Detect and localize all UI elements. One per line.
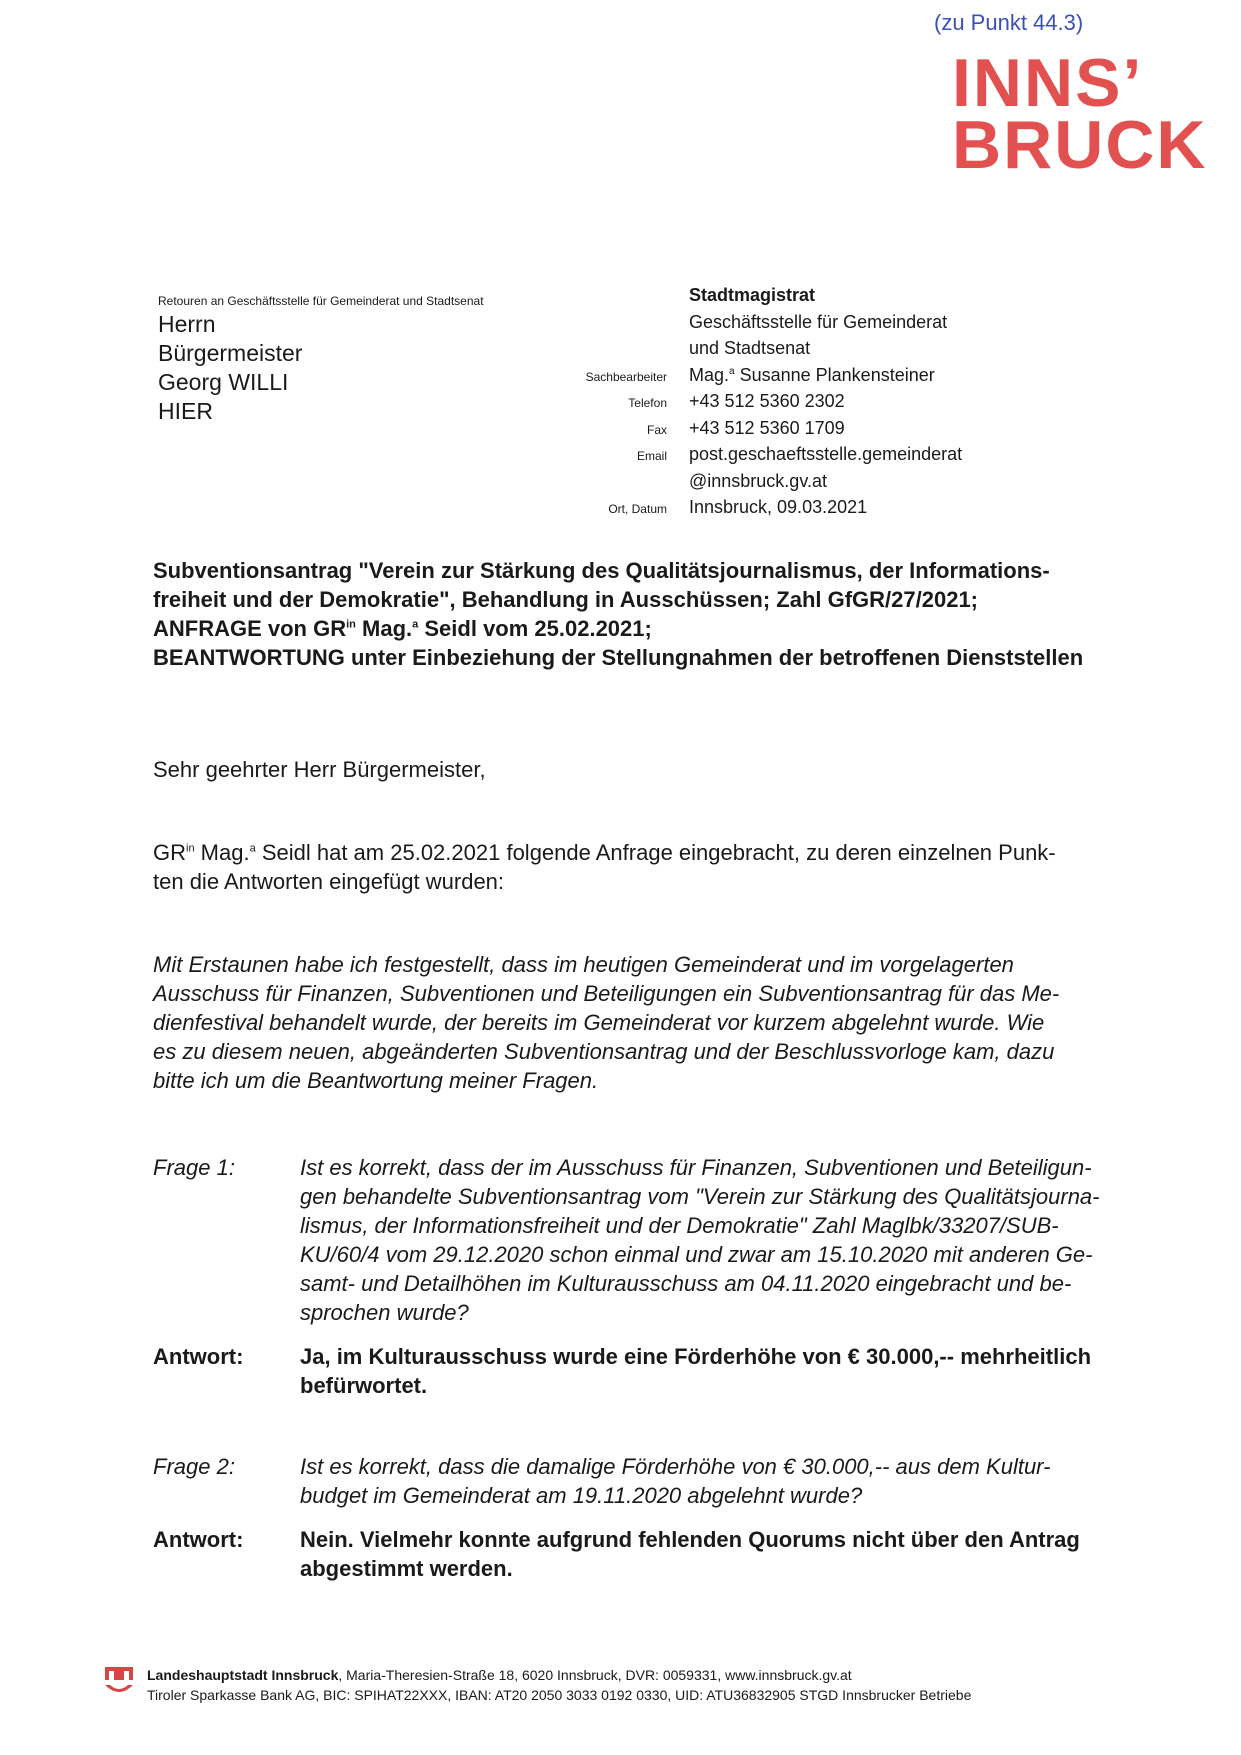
recipient-line: HIER — [158, 398, 213, 424]
logo-line-1: INNS’ — [952, 45, 1144, 121]
greeting: Sehr geehrter Herr Bürgermeister, — [153, 757, 486, 782]
innsbruck-emblem-icon — [103, 1665, 147, 1706]
date-label: Ort, Datum — [608, 502, 667, 516]
letter-footer — [103, 1665, 1143, 1706]
recipient-address — [158, 310, 302, 426]
answer-label: Antwort: — [153, 1344, 244, 1369]
answer-text: Ja, im Kulturausschuss wurde eine Förderhöhe von € 30.000,-- mehrheitlich befürwortet. — [300, 1344, 1092, 1398]
question-label: Frage 2: — [153, 1454, 235, 1479]
place-date: Innsbruck, 09.03.2021 — [689, 497, 868, 517]
question-1 — [153, 1153, 1133, 1327]
answer-label: Antwort: — [153, 1527, 244, 1552]
footer-address-line: Landeshauptstadt Innsbruck, Maria-Theresien-Straße 18, 6020 Innsbruck, DVR: 0059331, www.innsbruck.gv.at — [147, 1667, 852, 1683]
question-label: Frage 1: — [153, 1155, 235, 1180]
office-subunit: und Stadtsenat — [689, 338, 811, 358]
answer-2 — [153, 1525, 1133, 1583]
innsbruck-logo — [952, 45, 1208, 183]
recipient-line: Georg WILLI — [158, 369, 289, 395]
sender-office-block — [578, 285, 962, 524]
return-note: Retouren an Geschäftsstelle für Gemeinderat und Stadtsenat — [158, 294, 484, 308]
email-address[interactable]: post.geschaeftsstelle.gemeinderat — [689, 444, 963, 464]
intro-paragraph: $GR^{in}$ Mag.$^a$ Seidl hat am 25.02.2021 folgende Anfrage eingebracht, zu deren einzelnen Punk- ten die Antworten eingefügt wurden: — [153, 840, 1056, 894]
fax-number: +43 512 5360 1709 — [689, 417, 845, 438]
question-text: Ist es korrekt, dass die damalige Förderhöhe von € 30.000,-- aus dem Kultur- budget im Gemeinderat am 19.11.2020 abgelehnt wurde? — [300, 1454, 1051, 1508]
inquiry-quote: Mit Erstaunen habe ich festgestellt, dass im heutigen Gemeinderat und im vorgelagerten Ausschuss für Finanzen, Subventionen und Beteiligungen ein Subventionsantrag für das Me- dienfestival behandelt wurde, der bereits im Gemeinderat vor kurzem abgelehnt wurde. Wie es zu diesem neuen, abgeänderten Subventionsantrag und der Beschlussvorloge kam, dazu bitte ich um die Beantwortung meiner Fragen. — [153, 952, 1060, 1093]
logo-line-2: BRUCK — [952, 107, 1208, 183]
answer-text: Nein. Vielmehr konnte aufgrund fehlenden Quorums nicht über den Antrag abgestimmt werden. — [300, 1527, 1080, 1581]
footer-bank-line: Tiroler Sparkasse Bank AG, BIC: SPIHAT22XXX, IBAN: AT20 2050 3033 0192 0330, UID: ATU36832905 STGD Innsbrucker Betriebe — [147, 1687, 972, 1703]
email-address-domain[interactable]: @innsbruck.gv.at — [689, 470, 827, 491]
office-subunit: Geschäftsstelle für Gemeinderat — [689, 311, 948, 332]
clerk-label: Sachbearbeiter — [585, 369, 667, 384]
answer-1 — [153, 1342, 1133, 1400]
clerk-name: Mag.$^a$ Susanne Plankensteiner — [689, 364, 935, 385]
subject-heading: Subventionsantrag "Verein zur Stärkung des Qualitätsjournalismus, der Informations- freiheit und der Demokratie", Behandlung in Ausschüssen; Zahl GfGR/27/2021; ANFRAGE von $GR^{in}$ Mag.$^a$ Seidl vom 25.02.2021; BEANTWORTUNG unter Einbeziehung der Stellungnahmen der betroffenen Dienststellen — [153, 558, 1084, 670]
phone-number: +43 512 5360 2302 — [689, 391, 845, 411]
question-2 — [153, 1452, 1133, 1510]
reference-note: (zu Punkt 44.3) — [934, 10, 1084, 35]
recipient-line: Bürgermeister — [158, 340, 303, 366]
recipient-line: Herrn — [158, 311, 216, 337]
fax-label: Fax — [646, 422, 667, 437]
email-label: Email — [636, 449, 667, 463]
phone-label: Telefon — [628, 396, 667, 410]
office-department: Stadtmagistrat — [689, 285, 816, 305]
question-text: Ist es korrekt, dass der im Ausschuss für Finanzen, Subventionen und Beteiligun- gen behandelte Subventionsantrag vom "Verein zur Stärkung des Qualitätsjourna- lismus, der Informationsfreiheit und der Demokratie" Zahl Maglbk/33207/SUB- KU/60/4 vom 29.12.2020 schon einmal und zwar am 15.10.2020 mit anderen Ge- samt- und Detailhöhen im Kulturausschuss am 04.11.2020 eingebracht und be- sprochen wurde? — [300, 1155, 1100, 1325]
